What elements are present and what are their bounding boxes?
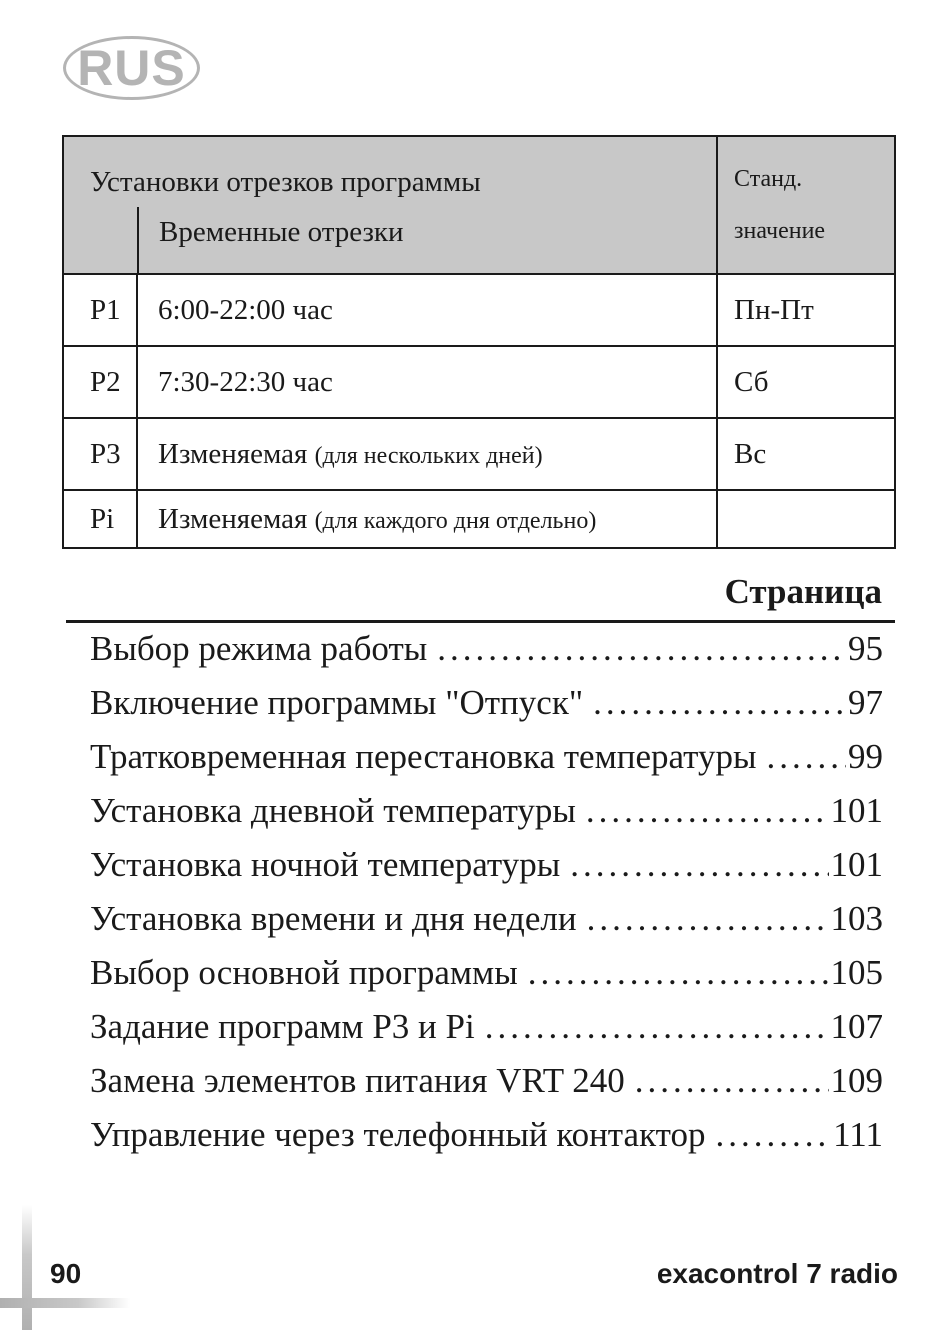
toc-item-page: 111: [833, 1115, 883, 1154]
toc-leader-dots: [485, 1002, 829, 1052]
language-badge: RUS: [63, 36, 200, 100]
toc-item-page: 101: [830, 845, 883, 884]
toc-item[interactable]: [90, 948, 883, 1002]
program-periods-table: [62, 135, 896, 549]
toc-item-page: 105: [830, 953, 883, 992]
table-header-row: [63, 136, 895, 274]
toc-item-page: 97: [848, 683, 883, 722]
period-desc: Изменяемая (для каждого дня отдельно): [137, 490, 717, 548]
period-id: P1: [63, 274, 137, 346]
toc-leader-dots: [767, 732, 847, 782]
toc-item-text: Установка дневной температуры: [90, 791, 576, 830]
toc-leader-dots: [593, 678, 846, 728]
toc-divider: [66, 620, 895, 623]
toc-item-text: Тратковременная перестановка температуры: [90, 737, 757, 776]
footer-page-number: 90: [50, 1258, 82, 1289]
toc-item[interactable]: [90, 678, 883, 732]
table-header-subtitle: Временные отрезки: [159, 216, 404, 248]
toc-item-page: 107: [830, 1007, 883, 1046]
toc-item-text: Управление через телефонный контактор: [90, 1115, 706, 1154]
toc-leader-dots: [587, 894, 829, 944]
toc-item-page: 99: [848, 737, 883, 776]
table-row: [63, 346, 895, 418]
table-header-std-line1: Станд.: [734, 166, 803, 192]
toc-leader-dots: [586, 786, 829, 836]
period-desc: 7:30-22:30 час: [137, 346, 717, 418]
table-header-title: Установки отрезков программы: [90, 166, 481, 198]
toc-item[interactable]: [90, 840, 883, 894]
period-std: Сб: [717, 346, 895, 418]
toc-item[interactable]: [90, 732, 883, 786]
toc-leader-dots: [715, 1110, 831, 1160]
period-id: P3: [63, 418, 137, 490]
toc-item-text: Установка ночной температуры: [90, 845, 561, 884]
period-id: P2: [63, 346, 137, 418]
table-header-std-line2: значение: [734, 218, 826, 244]
period-desc-note: (для каждого дня отдельно): [314, 507, 597, 534]
toc-item-text: Задание программ P3 и Pi: [90, 1007, 475, 1046]
period-desc: 6:00-22:00 час: [137, 274, 717, 346]
toc-item-text: Установка времени и дня недели: [90, 899, 577, 938]
table-header-title-cell: [63, 136, 717, 274]
toc-leader-dots: [437, 624, 846, 674]
footer-product-name: exacontrol 7 radio: [656, 1258, 898, 1289]
period-std: Пн-Пт: [717, 274, 895, 346]
toc-leader-dots: [635, 1056, 829, 1106]
toc-item-page: 101: [830, 791, 883, 830]
toc-item-page: 95: [848, 629, 883, 668]
period-std: [717, 490, 895, 548]
header-divider: [64, 207, 139, 273]
toc-item-page: 109: [830, 1061, 883, 1100]
period-std: Вс: [717, 418, 895, 490]
table-row: [63, 490, 895, 548]
toc-item-text: Замена элементов питания VRT 240: [90, 1061, 625, 1100]
toc-item[interactable]: [90, 1056, 883, 1110]
crop-mark-vertical: [22, 1205, 32, 1330]
toc-item[interactable]: [90, 624, 883, 678]
period-desc-note: (для нескольких дней): [314, 442, 543, 469]
period-id: Pi: [63, 490, 137, 548]
toc-item[interactable]: [90, 894, 883, 948]
table-of-contents: [90, 624, 883, 1164]
toc-leader-dots: [528, 948, 829, 998]
toc-item[interactable]: [90, 1002, 883, 1056]
table-header-std-cell: [717, 136, 895, 274]
toc-page-heading: Страница: [724, 572, 882, 611]
table-row: [63, 274, 895, 346]
toc-leader-dots: [570, 840, 828, 890]
toc-item-text: Выбор основной программы: [90, 953, 518, 992]
table-row: [63, 418, 895, 490]
toc-item-page: 103: [830, 899, 883, 938]
toc-item[interactable]: [90, 1110, 883, 1164]
period-desc: Изменяемая (для нескольких дней): [137, 418, 717, 490]
toc-item-text: Выбор режима работы: [90, 629, 428, 668]
toc-item[interactable]: [90, 786, 883, 840]
toc-item-text: Включение программы "Отпуск": [90, 683, 584, 722]
crop-mark-horizontal: [0, 1298, 130, 1308]
